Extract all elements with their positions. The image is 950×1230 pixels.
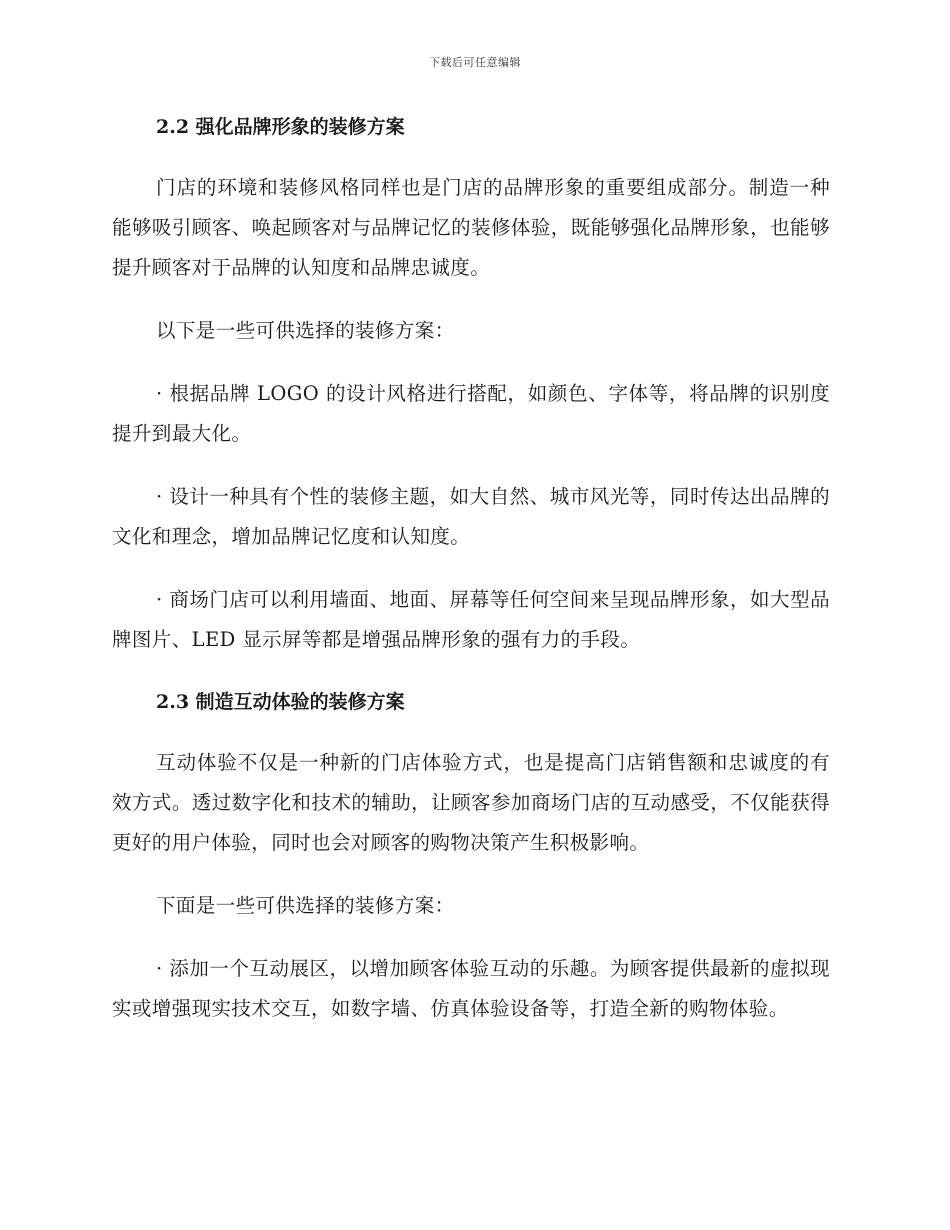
bullet-paragraph: · 根据品牌 LOGO 的设计风格进行搭配，如颜色、字体等，将品牌的识别度提升到最大化。 <box>112 382 830 445</box>
bullet-paragraph: · 设计一种具有个性的装修主题，如大自然、城市风光等，同时传达出品牌的文化和理念，增加品牌记忆度和认知度。 <box>112 485 830 548</box>
paragraph: 互动体验不仅是一种新的门店体验方式，也是提高门店销售额和忠诚度的有效方式。透过数字化和技术的辅助，让顾客参加商场门店的互动感受，不仅能获得更好的用户体验，同时也会对顾客的购物决策产生积极影响。 <box>112 751 830 854</box>
section-heading: 2.3 制造互动体验的装修方案 <box>156 691 405 713</box>
document-body <box>112 108 830 1052</box>
bullet-paragraph: · 商场门店可以利用墙面、地面、屏幕等任何空间来呈现品牌形象，如大型品牌图片、LED 显示屏等都是增强品牌形象的强有力的手段。 <box>112 588 830 651</box>
paragraph: 门店的环境和装修风格同样也是门店的品牌形象的重要组成部分。制造一种能够吸引顾客、唤起顾客对与品牌记忆的装修体验，既能够强化品牌形象，也能够提升顾客对于品牌的认知度和品牌忠诚度。 <box>112 176 830 279</box>
page-header: 下载后可任意编辑 <box>429 56 521 69</box>
bullet-paragraph: · 添加一个互动展区，以增加顾客体验互动的乐趣。为顾客提供最新的虚拟现实或增强现实技术交互，如数字墙、仿真体验设备等，打造全新的购物体验。 <box>112 957 830 1020</box>
section-2-3 <box>112 683 830 1029</box>
section-2-2 <box>112 108 830 660</box>
paragraph: 以下是一些可供选择的装修方案： <box>156 319 455 342</box>
section-heading: 2.2 强化品牌形象的装修方案 <box>156 116 405 138</box>
paragraph: 下面是一些可供选择的装修方案： <box>156 894 455 917</box>
